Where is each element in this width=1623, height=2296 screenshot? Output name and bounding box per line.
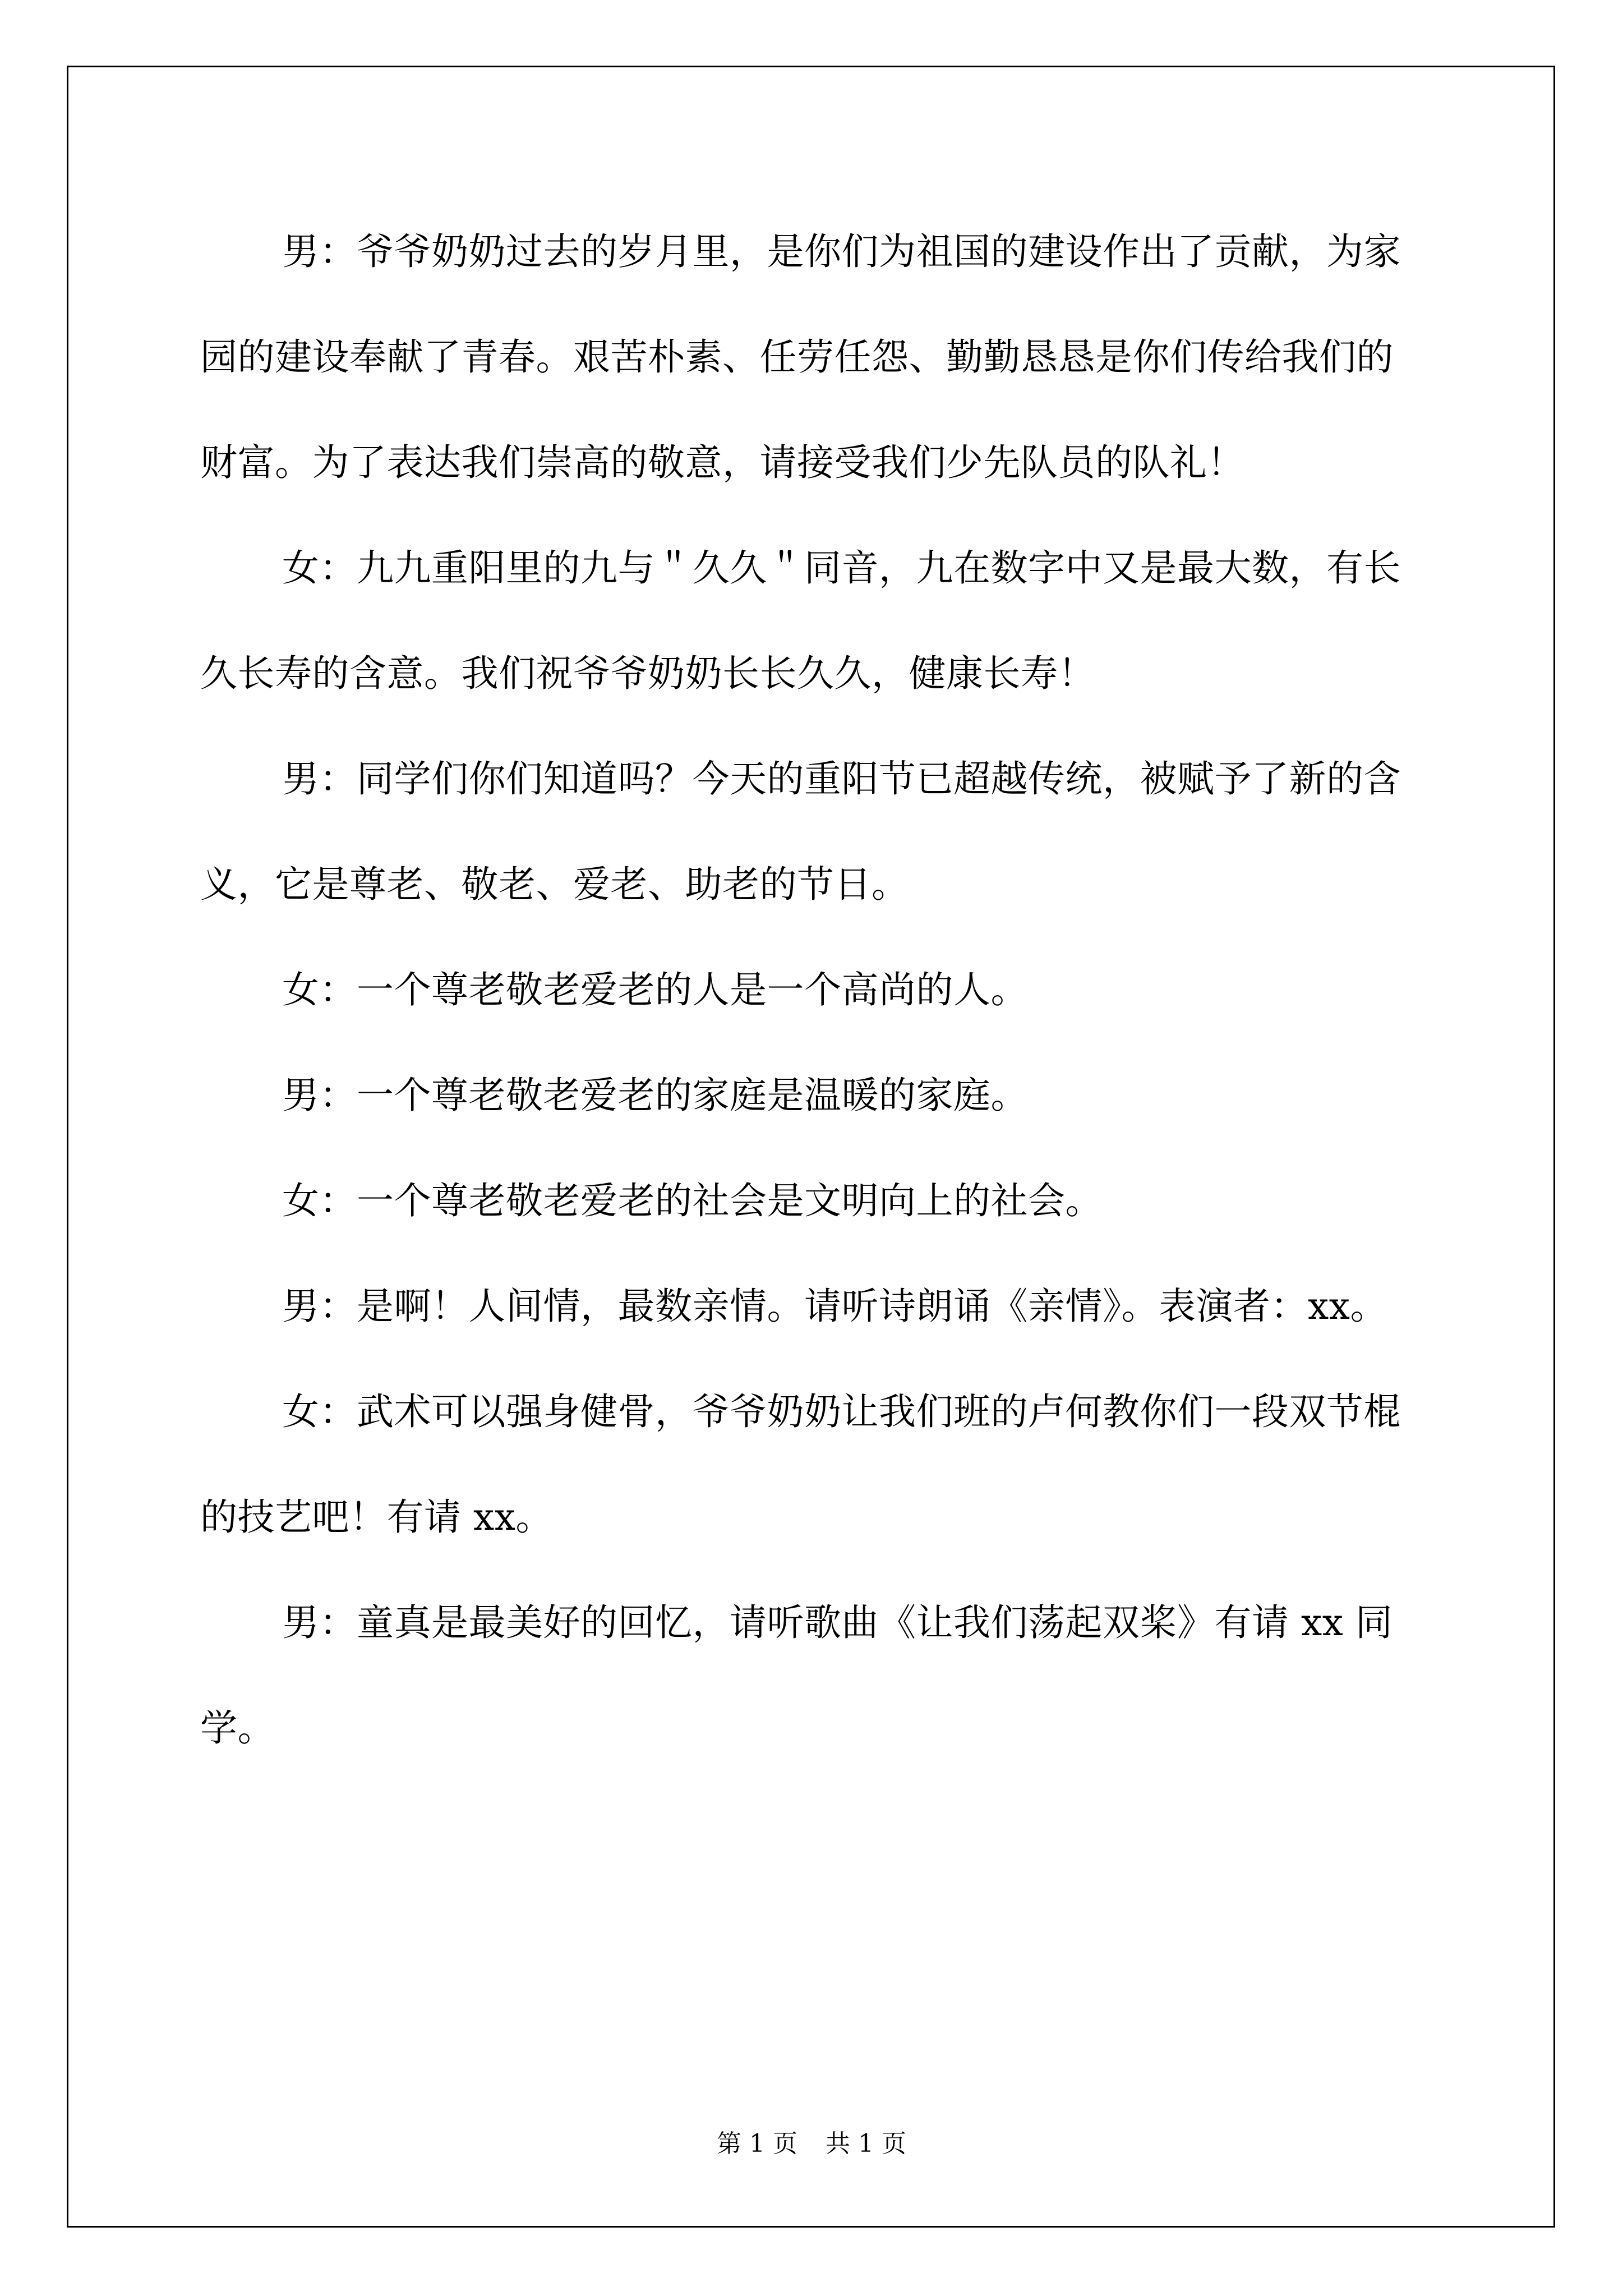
paragraph-text: 男：爷爷奶奶过去的岁月里，是你们为祖国的建设作出了贡献，为家园的建设奉献了青春。艰苦朴素、任劳任怨、勤勤恳恳是你们传给我们的财富。为了表达我们崇高的敬意，请接受我们少先队员的队礼！	[200, 230, 1401, 484]
paragraph	[200, 199, 1428, 516]
paragraph	[200, 1570, 1428, 1781]
paragraph	[200, 516, 1428, 726]
paragraph-text: 女：一个尊老敬老爱老的人是一个高尚的人。	[282, 968, 1028, 1011]
document-body	[200, 199, 1428, 1781]
paragraph	[200, 1148, 1428, 1254]
page-total: 共 1 页	[826, 2129, 906, 2158]
paragraph-text: 女：一个尊老敬老爱老的社会是文明向上的社会。	[282, 1179, 1103, 1222]
paragraph-text: 男：同学们你们知道吗？今天的重阳节已超越传统，被赋予了新的含义，它是尊老、敬老、爱老、助老的节日。	[200, 757, 1401, 906]
paragraph	[200, 1359, 1428, 1570]
paragraph-text: 男：一个尊老敬老爱老的家庭是温暖的家庭。	[282, 1074, 1028, 1117]
paragraph	[200, 1043, 1428, 1148]
paragraph-text: 男：是啊！人间情，最数亲情。请听诗朗诵《亲情》。表演者：xx。	[282, 1285, 1387, 1328]
page-number: 第 1 页	[717, 2129, 797, 2158]
paragraph	[200, 1254, 1428, 1359]
paragraph-text: 女：武术可以强身健骨，爷爷奶奶让我们班的卢何教你们一段双节棍的技艺吧！有请 xx。	[200, 1390, 1401, 1539]
paragraph-text: 男：童真是最美好的回忆，请听歌曲《让我们荡起双桨》有请 xx 同学。	[200, 1601, 1393, 1750]
paragraph	[200, 726, 1428, 937]
page-footer	[0, 2123, 1623, 2159]
paragraph-text: 女：九九重阳里的九与＂久久＂同音，九在数字中又是最大数，有长久长寿的含意。我们祝爷爷奶奶长长久久，健康长寿！	[200, 546, 1401, 695]
paragraph	[200, 937, 1428, 1043]
